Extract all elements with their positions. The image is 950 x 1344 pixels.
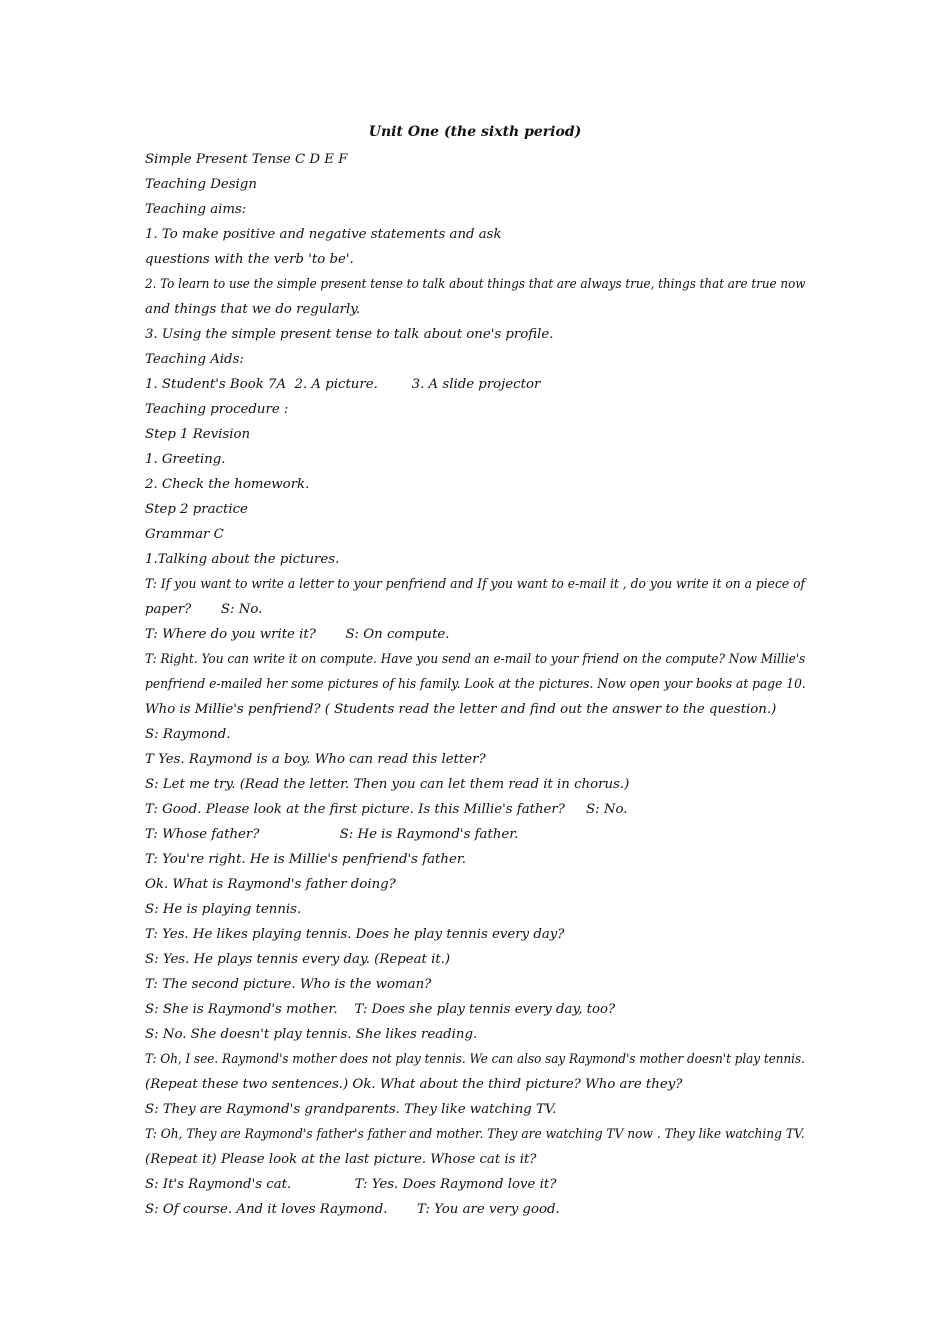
text-line: T Yes. Raymond is a boy. Who can read this letter? [145, 752, 486, 767]
text-line: 1. Greeting. [145, 452, 226, 467]
text-line: T: Where do you write it? S: On compute. [145, 627, 450, 642]
text-line: Teaching aims: [145, 202, 247, 217]
text-line: (Repeat it) Please look at the last picture. Whose cat is it? [145, 1152, 537, 1167]
text-line: T: Oh, I see. Raymond's mother does not play tennis. We can also say Raymond's mother doesn't play tennis. [145, 1052, 805, 1067]
text-line: T: Right. You can write it on compute. Have you send an e-mail to your friend on the compute? Now Millie's [145, 652, 806, 667]
text-line: S: Let me try. (Read the letter. Then you can let them read it in chorus.) [145, 777, 630, 792]
text-line: 1. Student's Book 7A 2. A picture. 3. A slide projector [145, 377, 541, 392]
text-line: S: She is Raymond's mother. T: Does she play tennis every day, too? [145, 1002, 616, 1017]
text-line: Simple Present Tense C D E F [145, 152, 348, 167]
text-line: Ok. What is Raymond's father doing? [145, 877, 396, 892]
document-body [145, 147, 806, 1222]
text-line: Teaching procedure : [145, 402, 289, 417]
text-line: Step 1 Revision [145, 427, 251, 442]
text-line: (Repeat these two sentences.) Ok. What about the third picture? Who are they? [145, 1077, 683, 1092]
text-line: T: Whose father? S: He is Raymond's father. [145, 827, 519, 842]
text-line: T: Good. Please look at the first picture. Is this Millie's father? S: No. [145, 802, 628, 817]
text-line: Grammar C [145, 527, 224, 542]
text-line: paper? S: No. [145, 602, 263, 617]
text-line: T: If you want to write a letter to your penfriend and If you want to e-mail it , do you write it on a piece of [145, 577, 806, 592]
text-line: 2. To learn to use the simple present tense to talk about things that are always true, things that are true now [145, 277, 806, 292]
text-line: T: Oh, They are Raymond's father's father and mother. They are watching TV now . They like watching TV. [145, 1127, 805, 1142]
text-line: S: Raymond. [145, 727, 231, 742]
text-line: 1.Talking about the pictures. [145, 552, 340, 567]
text-line: and things that we do regularly. [145, 302, 361, 317]
text-line: Step 2 practice [145, 502, 248, 517]
text-line: S: They are Raymond's grandparents. They like watching TV. [145, 1102, 557, 1117]
text-line: Who is Millie's penfriend? ( Students read the letter and find out the answer to the question.) [145, 702, 777, 717]
text-line: T: The second picture. Who is the woman? [145, 977, 432, 992]
text-line: S: It's Raymond's cat. T: Yes. Does Raymond love it? [145, 1177, 557, 1192]
text-line: 1. To make positive and negative statements and ask [145, 227, 502, 242]
text-line: 3. Using the simple present tense to talk about one's profile. [145, 327, 554, 342]
text-line: T: Yes. He likes playing tennis. Does he play tennis every day? [145, 927, 565, 942]
text-line: S: He is playing tennis. [145, 902, 302, 917]
text-line: questions with the verb 'to be'. [145, 252, 354, 267]
text-line: S: No. She doesn't play tennis. She likes reading. [145, 1027, 478, 1042]
text-line: 2. Check the homework. [145, 477, 310, 492]
text-line: T: You're right. He is Millie's penfriend's father. [145, 852, 466, 867]
text-line: penfriend e-mailed her some pictures of his family. Look at the pictures. Now open your books at page 10. [145, 677, 806, 692]
text-line: Teaching Design [145, 177, 257, 192]
text-line: S: Yes. He plays tennis every day. (Repeat it.) [145, 952, 451, 967]
text-line: S: Of course. And it loves Raymond. T: You are very good. [145, 1202, 560, 1217]
text-line: Teaching Aids: [145, 352, 244, 367]
page-title: Unit One (the sixth period) [368, 124, 582, 140]
